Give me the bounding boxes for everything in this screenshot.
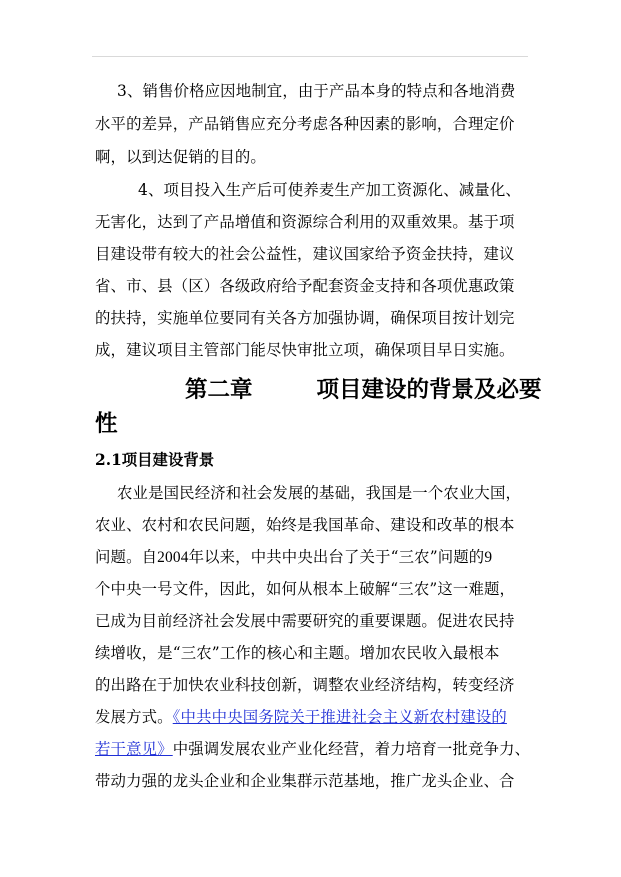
body-line-3-middle: 年以来，中共中央出台了关于“三农”问题的 bbox=[188, 548, 485, 566]
body-line-3 bbox=[95, 546, 492, 568]
paragraph-4-line-1: 4、项目投入生产后可使养麦生产加工资源化、减量化、 bbox=[138, 181, 521, 199]
body-line-8 bbox=[95, 706, 507, 728]
paragraph-4-line-2: 无害化，达到了产品增值和资源综合利用的双重效果。基于项 bbox=[95, 213, 515, 231]
count-value: 9 bbox=[484, 549, 493, 566]
paragraph-4-line-4: 省、市、县（区）各级政府给予配套资金支持和各项优惠政策 bbox=[95, 277, 515, 295]
paragraph-4-line-3: 目建设带有较大的社会公益性，建议国家给予资金扶持，建议 bbox=[95, 245, 515, 263]
body-line-6: 续增收，是“三农”工作的核心和主题。增加农民收入最根本 bbox=[95, 644, 500, 662]
body-line-5: 已成为目前经济社会发展中需要研究的重要课题。促进农民持 bbox=[95, 612, 515, 630]
body-line-8-start: 发展方式。 bbox=[95, 708, 173, 726]
paragraph-4-line-5: 的扶持，实施单位要同有关各方加强协调，确保项目按计划完 bbox=[95, 309, 515, 327]
body-line-10: 带动力强的龙头企业和企业集群示范基地，推广龙头企业、合 bbox=[95, 772, 515, 790]
body-line-9 bbox=[95, 738, 530, 760]
section-heading: 2.1项目建设背景 bbox=[95, 451, 215, 469]
body-line-2: 农业、农村和农民问题，始终是我国革命、建设和改革的根本 bbox=[95, 516, 515, 534]
policy-document-link-continued[interactable]: 若干意见》 bbox=[95, 740, 173, 758]
paragraph-3-line-2: 水平的差异，产品销售应充分考虑各种因素的影响，合理定价 bbox=[95, 115, 515, 133]
chapter-title: 项目建设的背景及必要 bbox=[316, 377, 542, 403]
chapter-heading-continuation: 性 bbox=[95, 411, 118, 437]
year-value: 2004 bbox=[157, 549, 189, 566]
paragraph-3-line-1: 3、销售价格应因地制宜，由于产品本身的特点和各地消费 bbox=[117, 82, 516, 100]
policy-document-link[interactable]: 《中共中央国务院关于推进社会主义新农村建设的 bbox=[172, 708, 507, 726]
body-line-9-rest: 中强调发展农业产业化经营，着力培育一批竞争力、 bbox=[172, 740, 531, 758]
chapter-number: 第二章 bbox=[185, 377, 253, 403]
header-divider bbox=[92, 56, 528, 57]
paragraph-4-line-6: 成，建议项目主管部门能尽快审批立项，确保项目早日实施。 bbox=[95, 341, 515, 359]
body-line-3-start: 问题。自 bbox=[95, 548, 158, 566]
body-line-4: 个中央一号文件，因此，如何从根本上破解“三农”这一难题， bbox=[95, 580, 516, 598]
paragraph-3-line-3: 啊，以到达促销的目的。 bbox=[95, 148, 266, 166]
body-line-7: 的出路在于加快农业科技创新，调整农业经济结构，转变经济 bbox=[95, 676, 515, 694]
body-line-1: 农业是国民经济和社会发展的基础，我国是一个农业大国， bbox=[117, 484, 522, 502]
chapter-heading bbox=[185, 374, 542, 406]
